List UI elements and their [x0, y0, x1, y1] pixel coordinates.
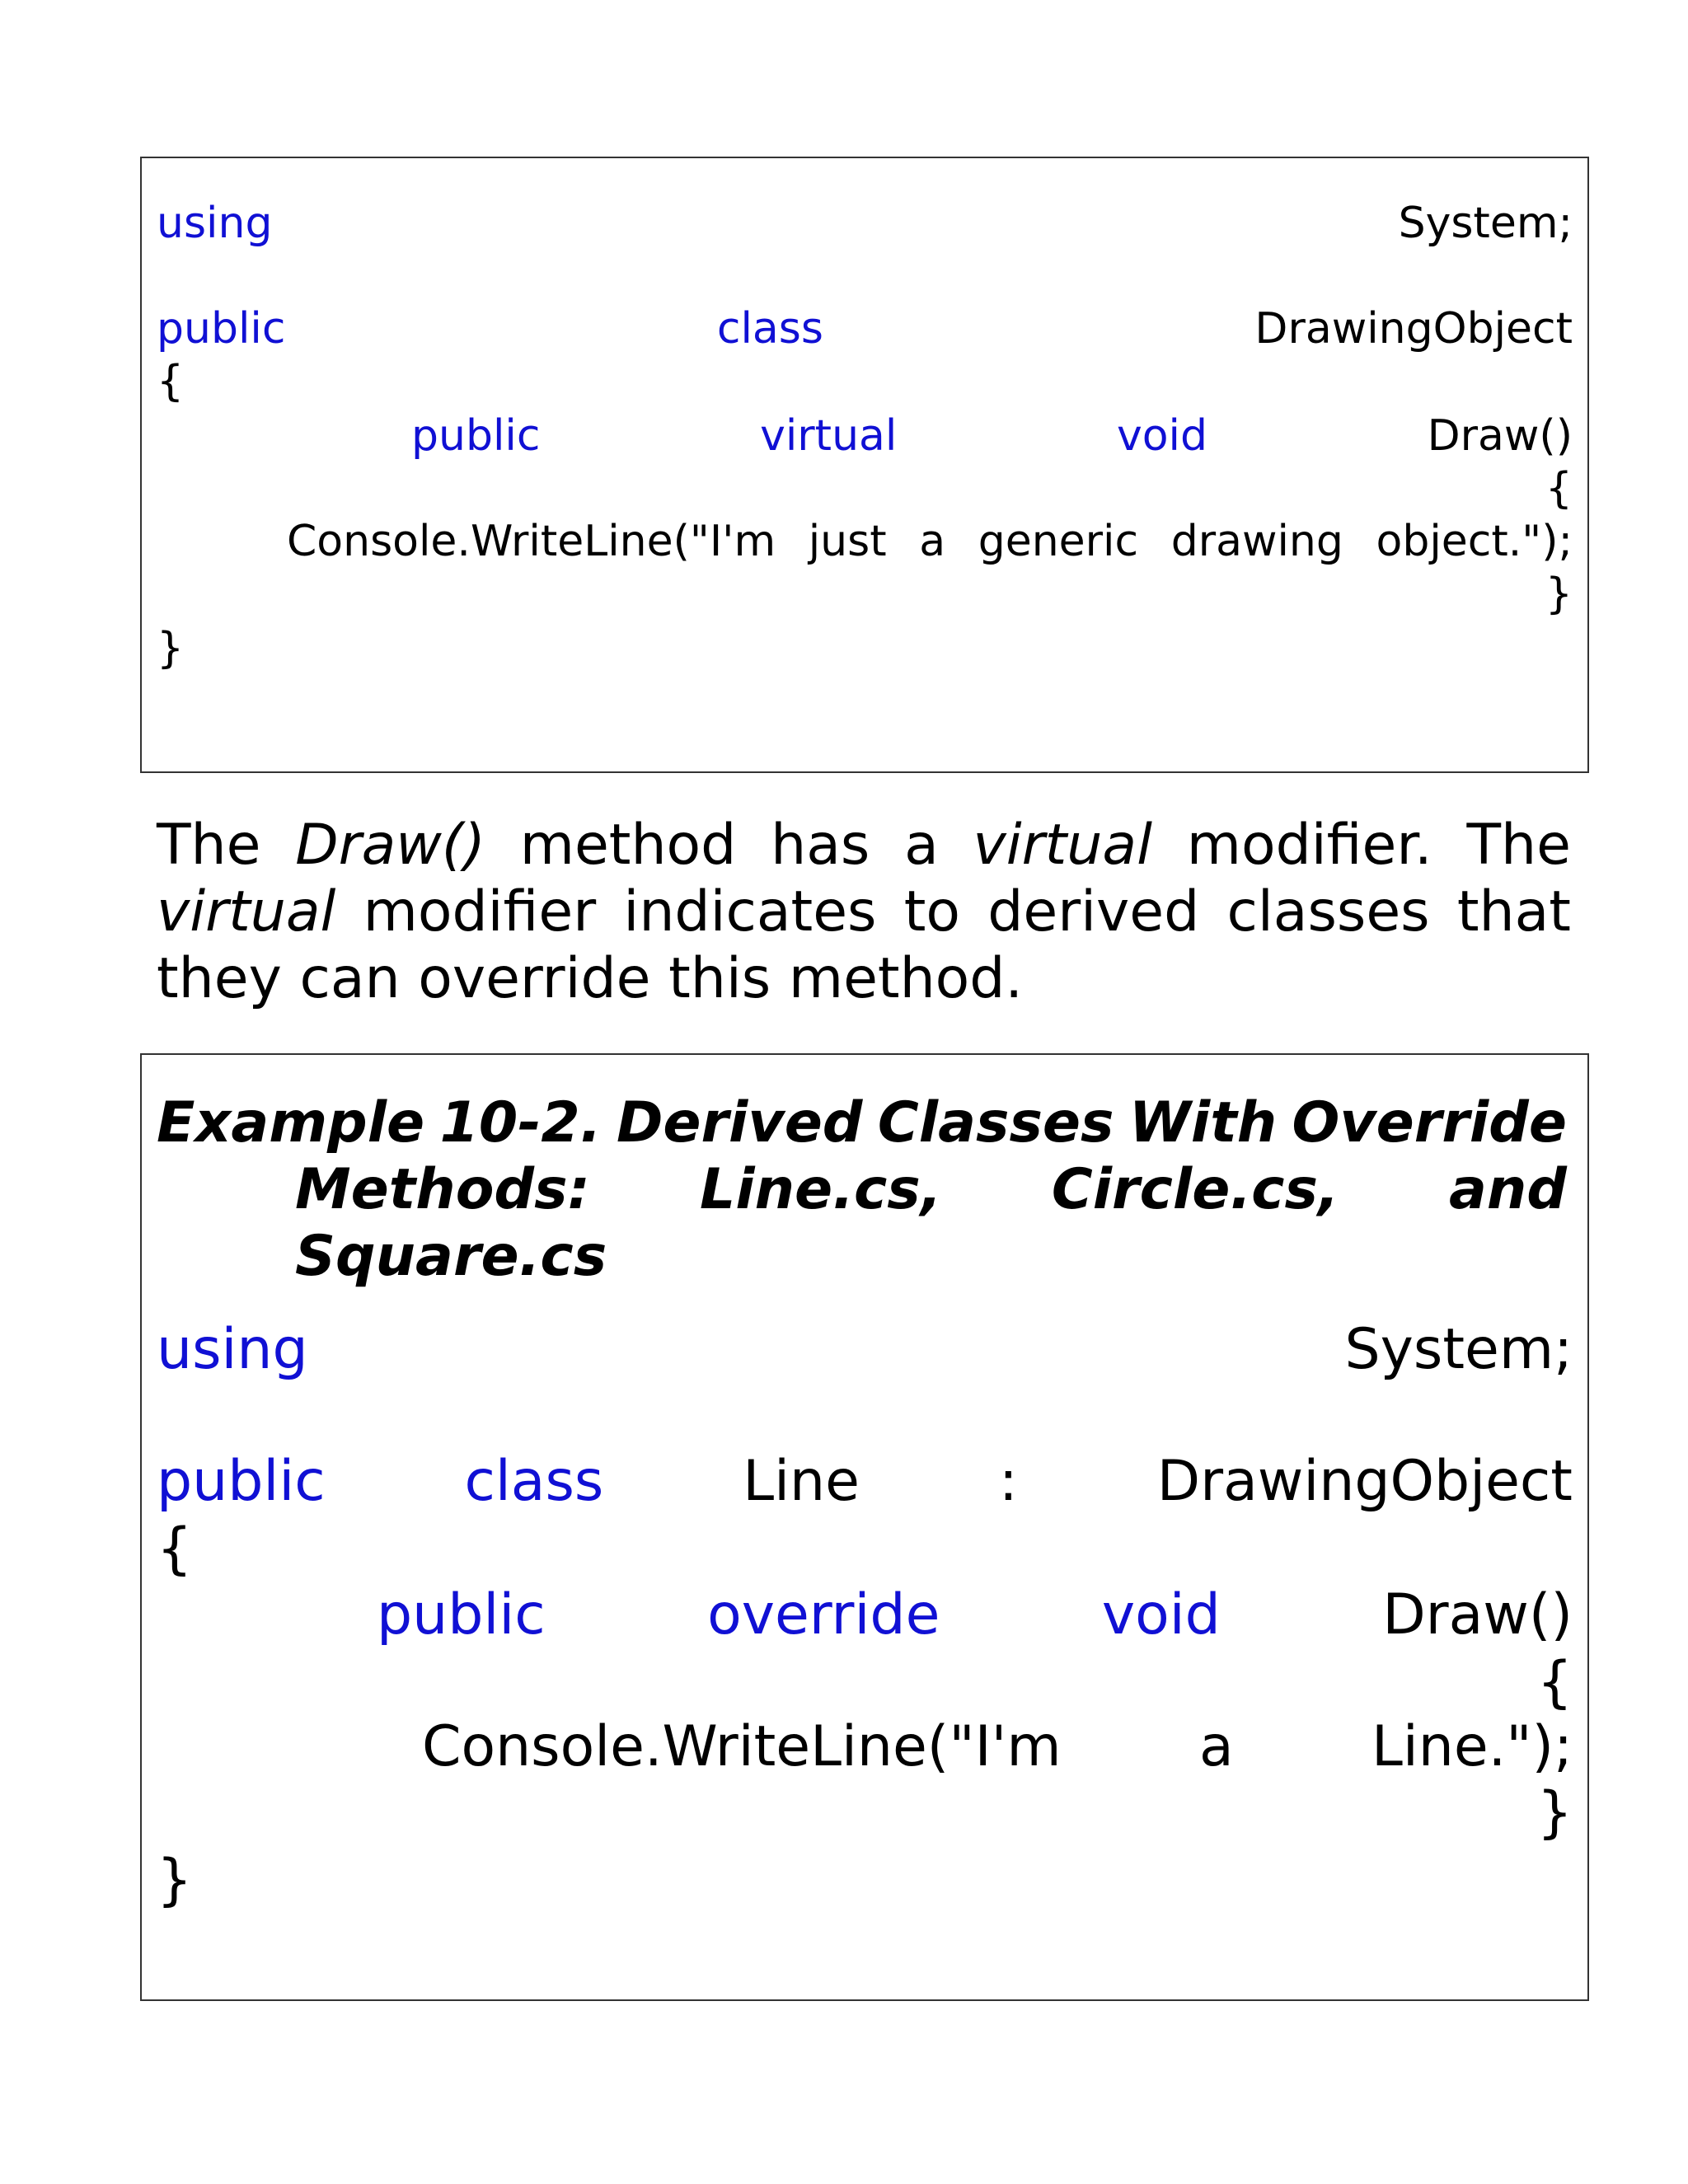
code-line [422, 1714, 1573, 1780]
code-token: a [919, 517, 946, 566]
word: derived [987, 879, 1200, 944]
code-line [377, 1582, 1573, 1648]
code-line [157, 1317, 1573, 1383]
code-token: Draw() [1427, 411, 1573, 461]
code-line [157, 1848, 1573, 1914]
title-word: and [1448, 1157, 1567, 1222]
word: classes [1226, 879, 1430, 944]
keyword: void [1116, 411, 1207, 461]
title-word: With [1128, 1090, 1278, 1155]
keyword: public [157, 1449, 326, 1514]
keyword: class [716, 304, 823, 354]
example-10-2-block [140, 1053, 1589, 2001]
code-token: : [998, 1449, 1018, 1514]
word: modifier [363, 879, 597, 944]
sentence: they can override this method. [157, 946, 1024, 1011]
code-token: Line [743, 1449, 860, 1514]
code-block-drawing-object [140, 157, 1589, 773]
keyword: override [707, 1582, 940, 1647]
keyword: virtual [760, 411, 898, 461]
keyword: using [157, 199, 273, 248]
keyword: public [411, 411, 541, 461]
title-line [157, 1156, 1567, 1223]
title-line [157, 1223, 1567, 1290]
title-word: Classes [877, 1090, 1114, 1155]
word-italic: virtual [973, 813, 1152, 878]
keyword: void [1101, 1582, 1221, 1647]
paragraph-line [157, 879, 1571, 945]
keyword: public [377, 1582, 546, 1647]
code-line [157, 1780, 1573, 1846]
title-word: Derived [616, 1090, 863, 1155]
code-token: System; [1398, 199, 1573, 248]
keyword: public [157, 304, 286, 354]
code-token: { [1536, 1650, 1573, 1715]
word: to [903, 879, 960, 944]
code-token: } [157, 1848, 193, 1913]
code-line [157, 623, 1573, 674]
code-line [287, 516, 1573, 567]
code-line [157, 356, 1573, 407]
title-word: Override [1292, 1090, 1567, 1155]
code-token: Console.WriteLine("I'm [287, 517, 776, 566]
example-title [157, 1090, 1567, 1290]
code-line [157, 198, 1573, 249]
word-italic: Draw() [295, 813, 485, 878]
title-word: Square.cs [295, 1224, 607, 1289]
code-token: drawing [1170, 517, 1343, 566]
code-token: a [1198, 1714, 1234, 1779]
title-line [157, 1090, 1567, 1156]
code-token: } [1545, 569, 1573, 619]
code-token: Draw() [1382, 1582, 1573, 1647]
word: The [1466, 813, 1571, 878]
keyword: class [464, 1449, 604, 1514]
code-token: DrawingObject [1254, 304, 1573, 354]
word: that [1456, 879, 1571, 944]
code-token: { [157, 357, 185, 406]
title-word: Example [157, 1090, 425, 1155]
code-line [157, 1516, 1573, 1582]
code-line [157, 1650, 1573, 1716]
paragraph-line [157, 945, 1571, 1012]
code-token: DrawingObject [1156, 1449, 1573, 1514]
word: method [519, 813, 737, 878]
word: indicates [623, 879, 877, 944]
code-token: { [1545, 464, 1573, 513]
word: The [157, 813, 261, 878]
code-line [411, 410, 1573, 462]
body-paragraph [157, 812, 1571, 1012]
code-token: } [1536, 1780, 1573, 1845]
title-word: Circle.cs, [1051, 1157, 1339, 1222]
code-token: generic [978, 517, 1139, 566]
title-word: 10-2. [439, 1090, 602, 1155]
code-token: } [157, 624, 185, 673]
word: modifier. [1186, 813, 1432, 878]
code-line [157, 1449, 1573, 1515]
code-token: Console.WriteLine("I'm [422, 1714, 1062, 1779]
code-token: { [157, 1516, 193, 1582]
title-word: Line.cs, [699, 1157, 942, 1222]
keyword: using [157, 1317, 308, 1382]
code-line [157, 303, 1573, 354]
code-token: object."); [1376, 517, 1573, 566]
code-token: just [808, 517, 887, 566]
paragraph-line [157, 812, 1571, 879]
code-line [157, 569, 1573, 620]
word: has [771, 813, 870, 878]
word-italic: virtual [157, 879, 336, 944]
title-word: Methods: [295, 1157, 590, 1222]
code-line [157, 463, 1573, 514]
code-token: System; [1344, 1317, 1573, 1382]
word: a [904, 813, 939, 878]
code-token: Line."); [1371, 1714, 1573, 1779]
